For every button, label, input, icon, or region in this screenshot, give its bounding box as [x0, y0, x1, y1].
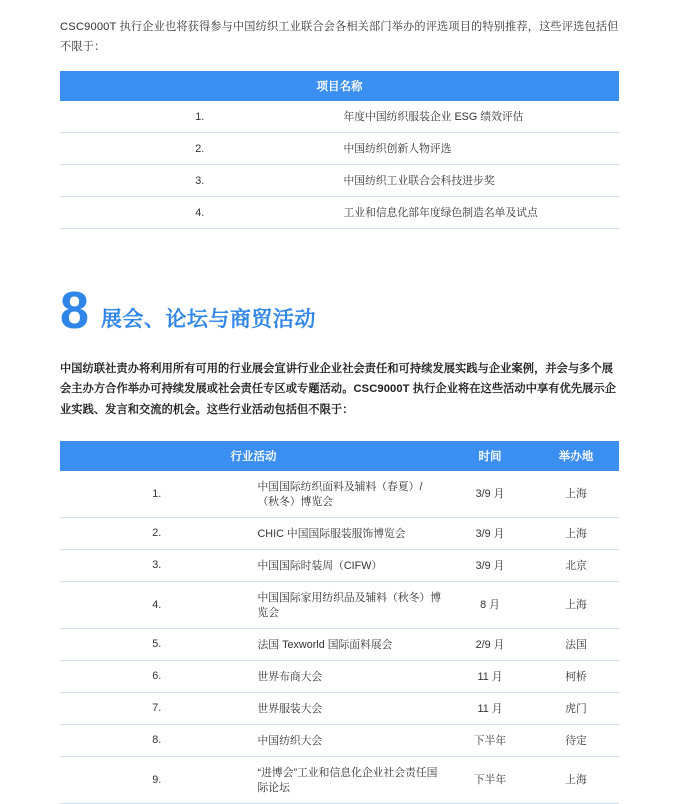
events-header-place: 举办地: [533, 441, 619, 471]
row-time: 8 月: [447, 581, 533, 628]
table-row: [60, 660, 619, 692]
awards-table: [60, 71, 619, 229]
row-place: 北京: [533, 549, 619, 581]
table-row: [60, 471, 619, 518]
events-header-name: 行业活动: [60, 441, 447, 471]
row-number: 9.: [60, 756, 254, 803]
document-page: [0, 18, 679, 794]
table-row: [60, 628, 619, 660]
row-number: 2.: [60, 133, 340, 165]
row-time: 11 月: [447, 660, 533, 692]
row-number: 8.: [60, 724, 254, 756]
row-place: 法国: [533, 628, 619, 660]
row-time: 3/9 月: [447, 471, 533, 518]
row-name: 中国国际时装周（CIFW）: [254, 549, 448, 581]
row-place: 上海: [533, 756, 619, 803]
row-name: 中国国际纺织面料及辅料（春夏）/（秋冬）博览会: [254, 471, 448, 518]
events-header-time: 时间: [447, 441, 533, 471]
table-header-row: [60, 441, 619, 471]
row-name: CHIC 中国国际服装服饰博览会: [254, 517, 448, 549]
intro-paragraph: CSC9000T 执行企业也将获得参与中国纺织工业联合会各相关部门举办的评选项目的特别推荐，这些评选包括但不限于：: [60, 21, 619, 53]
row-number: 5.: [60, 628, 254, 660]
row-place: 上海: [533, 471, 619, 518]
table-row: [60, 101, 619, 133]
table-row: [60, 165, 619, 197]
table-header-row: [60, 71, 619, 101]
row-name: 世界服装大会: [254, 692, 448, 724]
row-name: 中国纺织工业联合会科技进步奖: [340, 165, 620, 197]
row-name: 世界布商大会: [254, 660, 448, 692]
table-row: [60, 756, 619, 803]
table-row: [60, 197, 619, 229]
section-paragraph: 中国纺联社责办将利用所有可用的行业展会宣讲行业企业社会责任和可持续发展实践与企业案例，并会与多个展会主办方合作举办可持续发展或社会责任专区或专题活动。CSC9000T 执行企业将在这些活动中享有优先展示企业实践、发言和交流的机会。这些行业活动包括但不限于：: [60, 362, 617, 417]
row-name: 年度中国纺织服装企业 ESG 绩效评估: [340, 101, 620, 133]
row-name: 工业和信息化部年度绿色制造名单及试点: [340, 197, 620, 229]
row-name: 法国 Texworld 国际面料展会: [254, 628, 448, 660]
row-number: 3.: [60, 549, 254, 581]
row-name: “进博会”工业和信息化企业社会责任国际论坛: [254, 756, 448, 803]
section-number: 8: [60, 282, 89, 341]
row-number: 1.: [60, 471, 254, 518]
row-time: 3/9 月: [447, 549, 533, 581]
row-number: 7.: [60, 692, 254, 724]
table-row: [60, 581, 619, 628]
row-place: 上海: [533, 517, 619, 549]
row-name: 中国纺织创新人物评选: [340, 133, 620, 165]
row-number: 6.: [60, 660, 254, 692]
row-time: 下半年: [447, 756, 533, 803]
row-place: 柯桥: [533, 660, 619, 692]
row-number: 4.: [60, 197, 340, 229]
table-row: [60, 549, 619, 581]
row-place: 虎门: [533, 692, 619, 724]
section-heading: [60, 282, 619, 341]
row-time: 11 月: [447, 692, 533, 724]
table-row: [60, 724, 619, 756]
row-name: 中国纺织大会: [254, 724, 448, 756]
row-place: 待定: [533, 724, 619, 756]
row-name: 中国国际家用纺织品及辅料（秋冬）博览会: [254, 581, 448, 628]
section-title: 展会、论坛与商贸活动: [100, 307, 316, 331]
row-time: 下半年: [447, 724, 533, 756]
row-time: 2/9 月: [447, 628, 533, 660]
row-number: 3.: [60, 165, 340, 197]
row-time: 3/9 月: [447, 517, 533, 549]
row-place: 上海: [533, 581, 619, 628]
row-number: 2.: [60, 517, 254, 549]
row-number: 4.: [60, 581, 254, 628]
table-row: [60, 692, 619, 724]
events-table: [60, 441, 619, 804]
row-number: 1.: [60, 101, 340, 133]
awards-table-header: 项目名称: [60, 71, 619, 101]
table-row: [60, 133, 619, 165]
table-row: [60, 517, 619, 549]
